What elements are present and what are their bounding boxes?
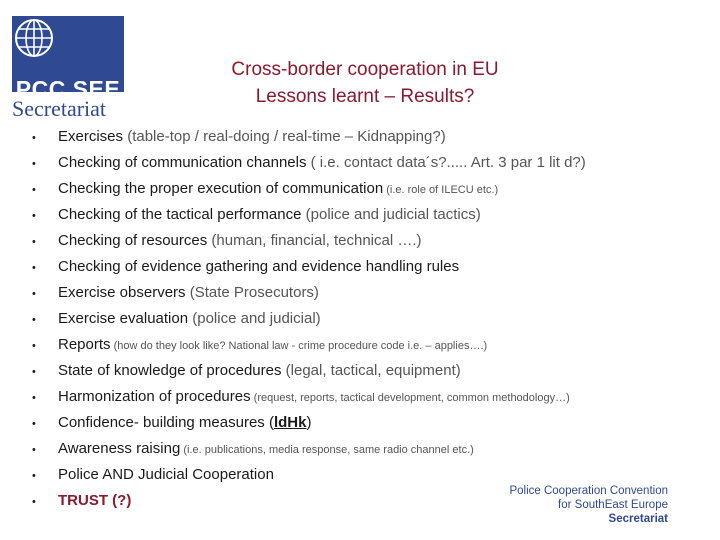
bullet-dot: • (32, 444, 36, 456)
bullet-dot: • (32, 132, 36, 144)
footer-line-3: Secretariat (608, 513, 668, 525)
bullet-item (0, 128, 700, 154)
globe-icon (12, 16, 72, 76)
bullet-item (0, 154, 700, 180)
bullet-text: Exercise observers (58, 284, 186, 301)
bullet-text: Checking of evidence gathering and evidence handling rules (58, 258, 460, 275)
bullet-tail: ) (306, 414, 312, 431)
bullet-detail: ( i.e. contact data´s?..... Art. 3 par 1 lit d?) (306, 154, 586, 171)
bullet-detail: (police and judicial tactics) (301, 206, 481, 223)
bullet-dot: • (32, 470, 36, 482)
bullet-item (0, 258, 700, 284)
bullet-dot: • (32, 184, 36, 196)
bullet-detail: (how do they look like? National law - crime procedure code i.e. – applies….) (110, 340, 488, 352)
bullet-dot: • (32, 340, 36, 352)
bullet-text: Checking the proper execution of communication (58, 180, 384, 197)
bullet-detail: (State Prosecutors) (185, 284, 319, 301)
pcc-see-logo (12, 16, 124, 124)
slide-title (150, 56, 580, 110)
bullet-text: Reports (58, 336, 111, 353)
bullet-item (0, 440, 700, 466)
bullet-text: Checking of communication channels (58, 154, 307, 171)
bullet-text: State of knowledge of procedures (58, 362, 282, 379)
bullet-dot: • (32, 496, 36, 508)
bullet-text: Exercise evaluation (58, 310, 189, 327)
logo-subtitle: Secretariat (12, 96, 107, 121)
logo-box (12, 16, 124, 102)
bullet-item (0, 284, 700, 310)
bullet-dot: • (32, 418, 36, 430)
logo-name: PCC SEE (15, 76, 121, 102)
bullet-underlined: ldHk (273, 414, 307, 431)
bullet-text: Checking of the tactical performance (58, 206, 302, 223)
bullet-detail: (human, financial, technical ….) (207, 232, 422, 249)
bullet-detail: (request, reports, tactical development, common methodology…) (250, 392, 570, 404)
bullet-detail: (legal, tactical, equipment) (281, 362, 461, 379)
footer-line-2: for SouthEast Europe (558, 499, 668, 511)
bullet-dot: • (32, 262, 36, 274)
bullet-dot: • (32, 210, 36, 222)
bullet-text: Harmonization of procedures (58, 388, 251, 405)
bullet-text: Confidence- building measures ( (58, 414, 274, 431)
bullet-item (0, 362, 700, 388)
bullet-detail: (i.e. publications, media response, same radio channel etc.) (180, 444, 474, 456)
bullet-text: Exercises (58, 128, 124, 145)
bullet-detail: (i.e. role of ILECU etc.) (383, 184, 499, 196)
pcc-footer-caption (509, 484, 668, 526)
bullet-item (0, 180, 700, 206)
bullet-dot: • (32, 392, 36, 404)
bullet-dot: • (32, 236, 36, 248)
bullet-dot: • (32, 288, 36, 300)
bullet-text: Checking of resources (58, 232, 208, 249)
bullet-detail: (police and judicial) (188, 310, 321, 327)
bullet-trust: TRUST (?) (58, 492, 132, 509)
title-line-2: Lessons learnt – Results? (255, 86, 475, 107)
bullet-item (0, 388, 700, 414)
bullet-detail: (table-top / real-doing / real-time – Kidnapping?) (123, 128, 446, 145)
bullet-item (0, 336, 700, 362)
bullet-item (0, 414, 700, 440)
title-line-1: Cross-border cooperation in EU (231, 59, 499, 80)
footer-line-1: Police Cooperation Convention (509, 485, 668, 497)
bullet-text: Police AND Judicial Cooperation (58, 466, 274, 483)
bullet-item (0, 310, 700, 336)
bullet-item (0, 206, 700, 232)
bullet-item (0, 232, 700, 258)
bullet-dot: • (32, 366, 36, 378)
bullet-text: Awareness raising (58, 440, 181, 457)
bullet-dot: • (32, 158, 36, 170)
bullet-dot: • (32, 314, 36, 326)
